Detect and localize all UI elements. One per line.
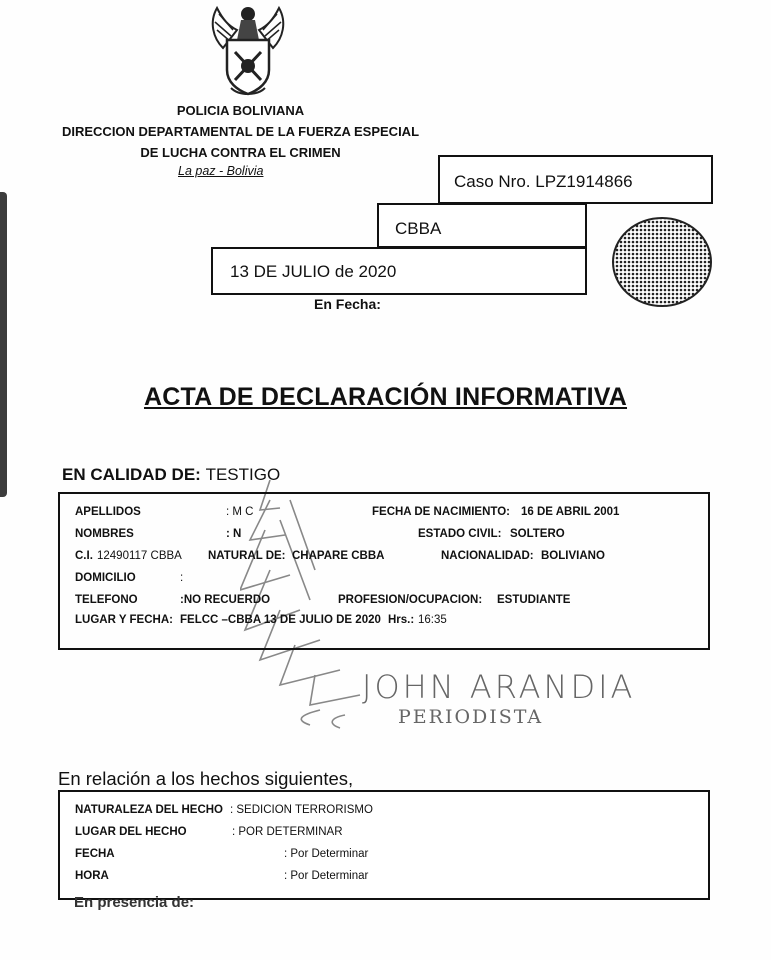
civil-status-value: SOLTERO (510, 528, 565, 540)
fact-place-label: LUGAR DEL HECHO (75, 826, 187, 838)
fact-date-value: : Por Determinar (284, 848, 369, 860)
header-unit: DE LUCHA CONTRA EL CRIMEN (140, 145, 341, 160)
nature-label: NATURALEZA DEL HECHO (75, 804, 224, 816)
ci-value: 12490117 CBBA (97, 550, 182, 562)
profession-label: PROFESION/OCUPACION: (338, 594, 483, 606)
capacity-label: EN CALIDAD DE: (62, 465, 201, 484)
header-city: La paz - Bolivia (178, 164, 264, 178)
dotted-seal-icon (611, 216, 713, 308)
fact-hour-label: HORA (75, 870, 109, 882)
phone-value: :NO RECUERDO (180, 594, 271, 606)
birthdate-value: 16 DE ABRIL 2001 (521, 506, 620, 518)
document-title: ACTA DE DECLARACIÓN INFORMATIVA (143, 383, 628, 411)
address-label: DOMICILIO (75, 572, 136, 584)
location-box: CBBA (377, 203, 587, 248)
nationality-label: NACIONALIDAD: (441, 550, 534, 562)
profession-value: ESTUDIANTE (497, 594, 571, 606)
fact-date-label: FECHA (75, 848, 115, 860)
nature-value: : SEDICION TERRORISMO (230, 804, 373, 816)
date-box: 13 DE JULIO de 2020 (211, 247, 587, 295)
apellidos-label: APELLIDOS (75, 506, 141, 518)
header-institution: POLICIA BOLIVIANA (176, 103, 305, 118)
watermark-role: PERIODISTA (398, 706, 544, 728)
nombres-label: NOMBRES (75, 528, 134, 540)
place-date-value: FELCC –CBBA 13 DE JULIO DE 2020 (180, 614, 381, 626)
apellidos-value: : M C (226, 506, 254, 518)
presence-label: En presencia de: (74, 894, 195, 911)
phone-label: TELEFONO (75, 594, 138, 606)
hours-value: 16:35 (418, 614, 447, 626)
address-value: : (180, 572, 184, 584)
nombres-value: : N (226, 528, 242, 540)
civil-status-label: ESTADO CIVIL: (418, 528, 502, 540)
date-label: En Fecha: (314, 296, 381, 312)
fact-hour-value: : Por Determinar (284, 870, 369, 882)
birthplace-value: CHAPARE CBBA (292, 550, 385, 562)
relation-heading: En relación a los hechos siguientes, (58, 768, 354, 789)
header-department: DIRECCION DEPARTAMENTAL DE LA FUERZA ESPECIAL (61, 124, 420, 139)
nationality-value: BOLIVIANO (541, 550, 605, 562)
birthplace-label: NATURAL DE: (208, 550, 286, 562)
window-edge-handle (0, 192, 7, 497)
place-date-label: LUGAR Y FECHA: (75, 614, 173, 626)
fact-place-value: : POR DETERMINAR (232, 826, 343, 838)
capacity-value: TESTIGO (205, 465, 281, 484)
birthdate-label: FECHA DE NACIMIENTO: (372, 506, 510, 518)
watermark-name: JOHN ARANDIA (362, 668, 636, 706)
case-number-box: Caso Nro. LPZ1914866 (438, 155, 713, 204)
police-emblem-icon (203, 0, 293, 96)
ci-label: C.I. (75, 550, 93, 562)
hours-label: Hrs.: (388, 614, 415, 626)
